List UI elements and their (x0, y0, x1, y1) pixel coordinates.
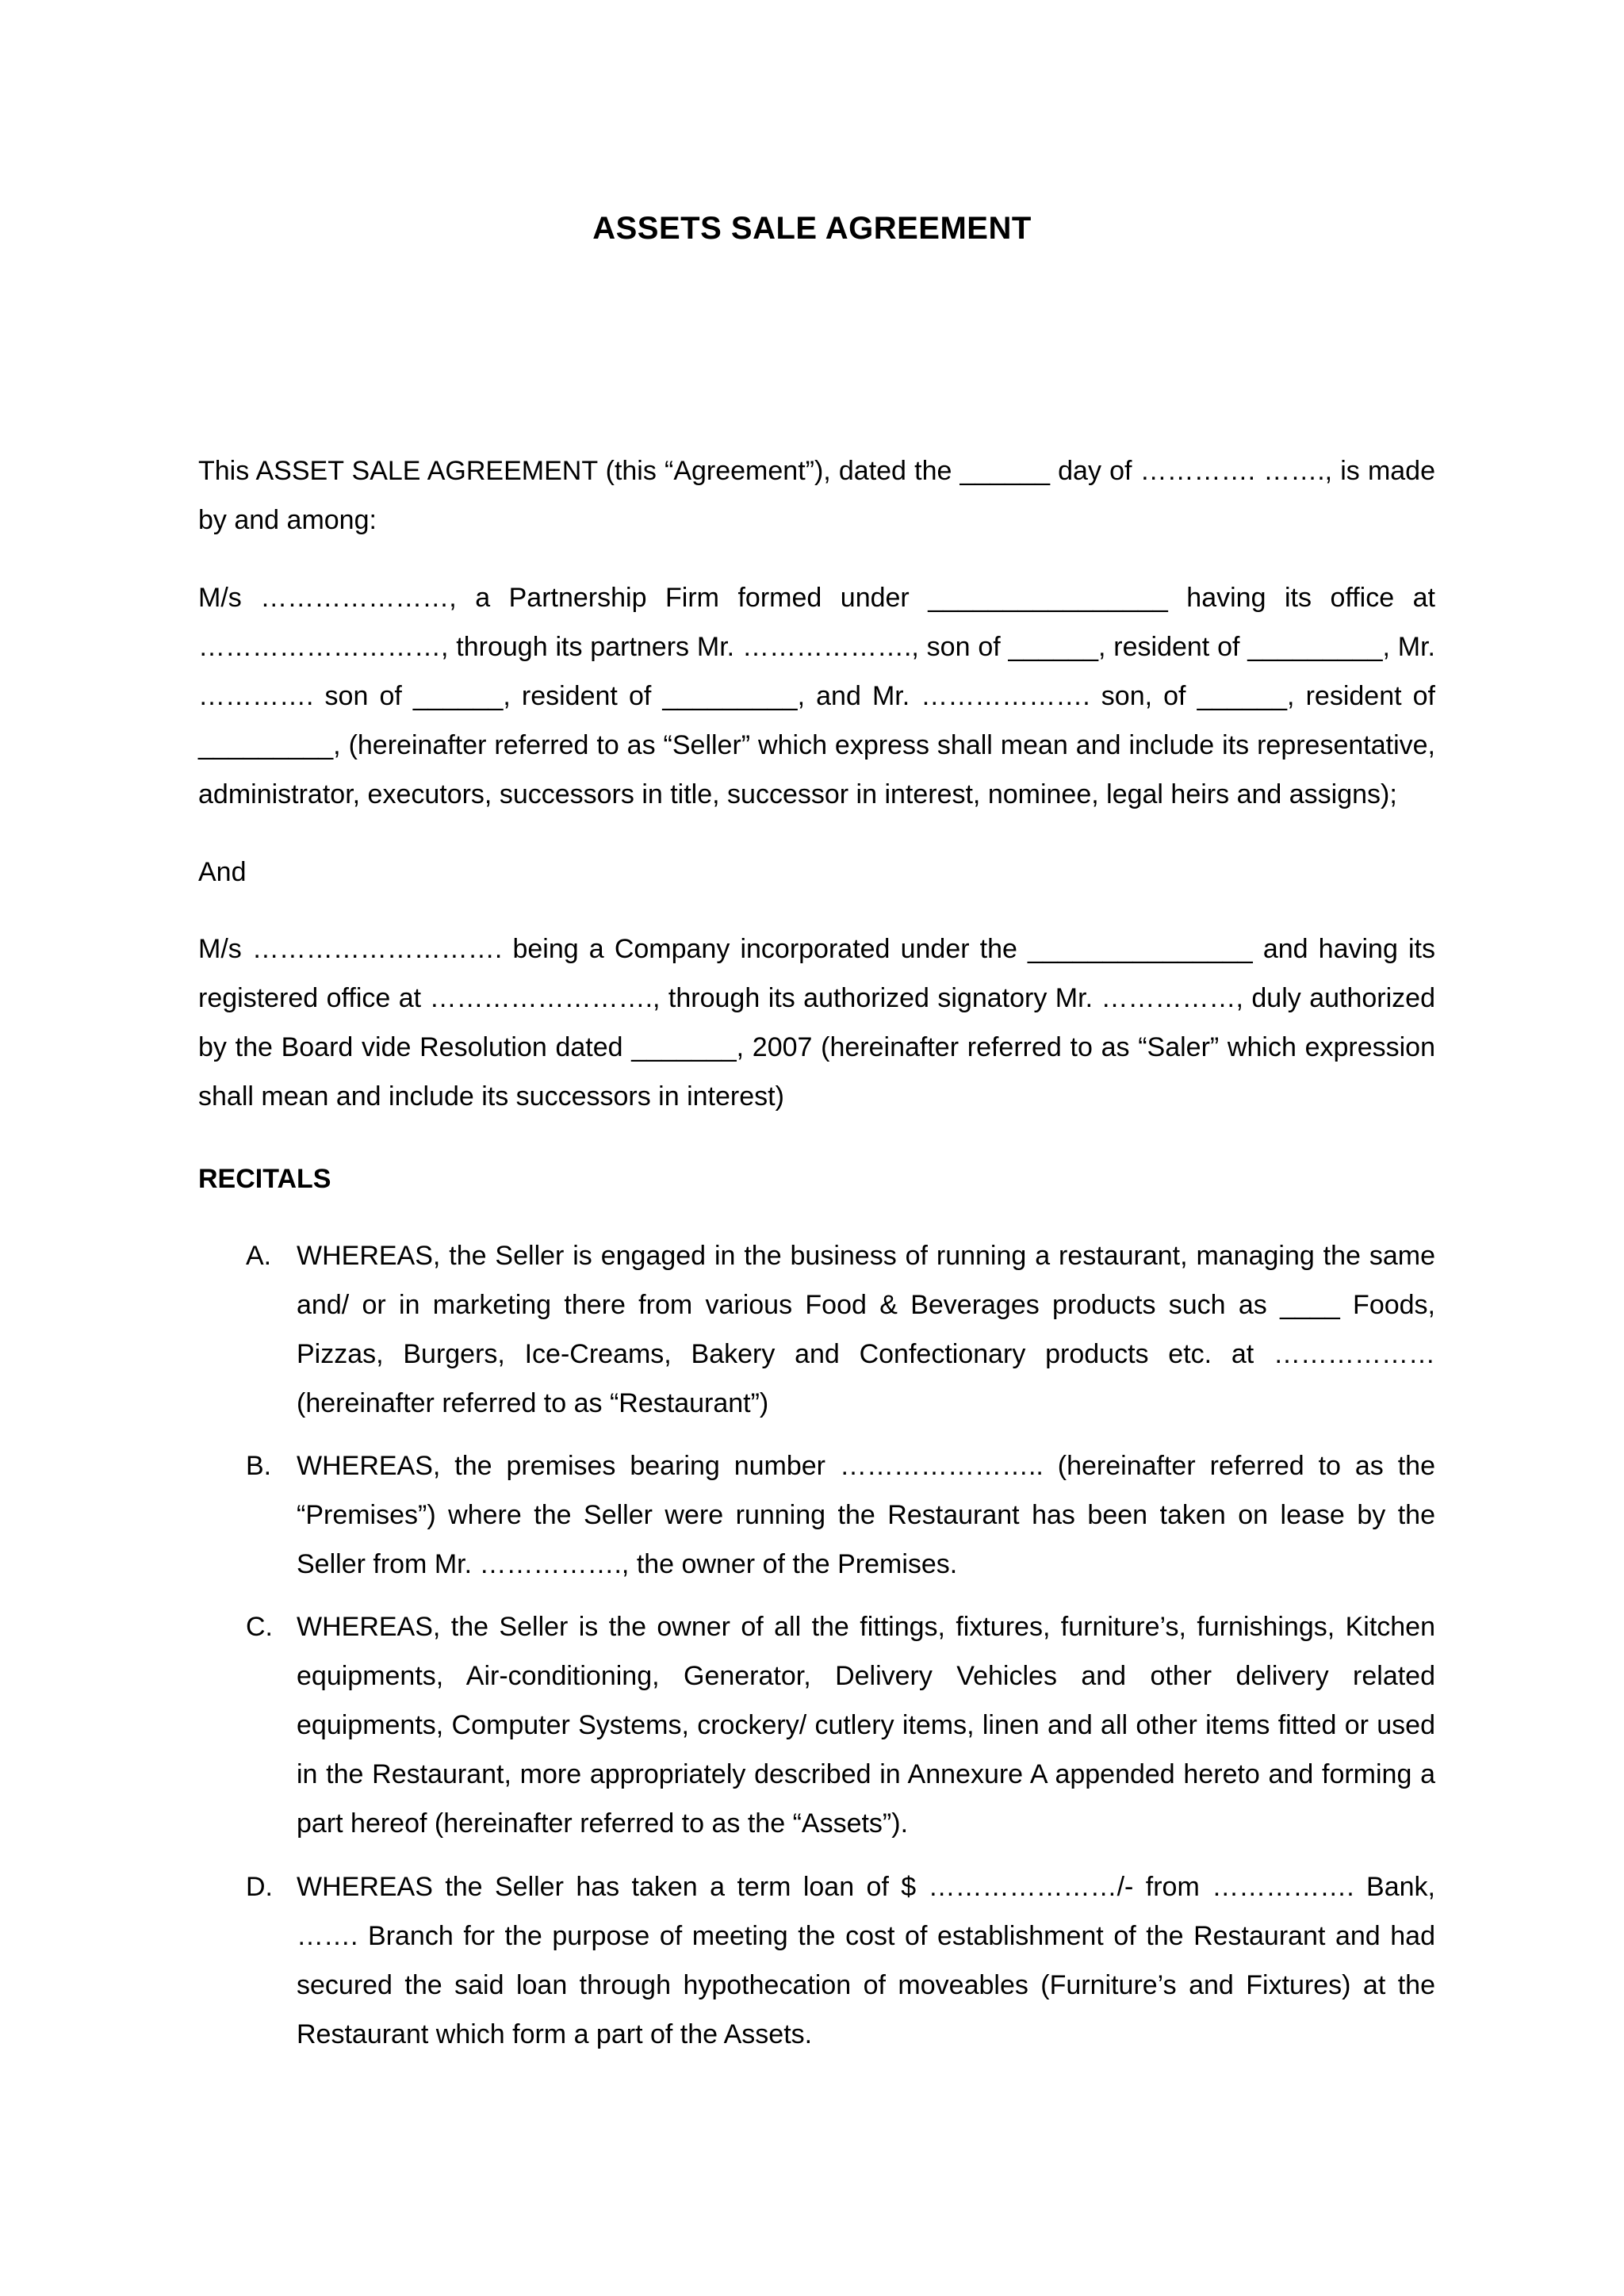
recital-text: WHEREAS, the premises bearing number ………………….. (hereinafter referred to as the “Premises”) where the Seller were running the Restaurant has been taken on lease by the Seller from Mr. ……………., the owner of the Premises. (297, 1451, 1435, 1579)
recital-letter: D. (246, 1872, 273, 1902)
document-title: ASSETS SALE AGREEMENT (592, 211, 1032, 246)
recital-text: WHEREAS the Seller has taken a term loan of $ …………………/- from ……………. Bank, ……. Branch for the purpose of meeting the cost of establishment of the Restaurant and had secured the said loan through hypothecation of moveables (Furniture’s and Fixtures) at the Restaurant which form a part of the Assets. (297, 1872, 1435, 2049)
and-separator: And (198, 857, 247, 887)
recital-c (246, 1602, 1435, 1848)
recital-letter: A. (246, 1241, 272, 1271)
recital-b (246, 1441, 1435, 1589)
seller-party-paragraph: M/s …………………, a Partnership Firm formed under ________________ having its office at ………………………, through its partners Mr. ………………., son of ______, resident of _________, Mr. …………. son of ______, resident of _________, and Mr. ………………. son, of ______, resident of _________, (hereinafter referred to as “Seller” which express shall mean and include its representative, administrator, executors, successors in title, successor in interest, nominee, legal heirs and assigns); (198, 583, 1435, 809)
recitals-heading: RECITALS (198, 1164, 331, 1194)
recital-text: WHEREAS, the Seller is the owner of all the fittings, fixtures, furniture’s, furnishings, Kitchen equipments, Air-conditioning, Generator, Delivery Vehicles and other delivery related equipments, Computer Systems, crockery/ cutlery items, linen and all other items fitted or used in the Restaurant, more appropriately described in Annexure A appended hereto and forming a part hereof (hereinafter referred to as the “Assets”). (297, 1612, 1435, 1839)
recital-letter: B. (246, 1451, 272, 1481)
recital-text: WHEREAS, the Seller is engaged in the business of running a restaurant, managing the same and/ or in marketing there from various Food & Beverages products such as ____ Foods, Pizzas, Burgers, Ice-Creams, Bakery and Confectionary products etc. at ……………… (hereinafter referred to as “Restaurant”) (297, 1241, 1435, 1418)
recital-letter: C. (246, 1612, 273, 1642)
buyer-party-paragraph: M/s ………………………. being a Company incorporated under the _______________ and having its registered office at ……………………., through its authorized signatory Mr. ……………, duly authorized by the Board vide Resolution dated _______, 2007 (hereinafter referred to as “Saler” which expression shall mean and include its successors in interest) (198, 934, 1435, 1112)
intro-paragraph: This ASSET SALE AGREEMENT (this “Agreement”), dated the ______ day of …………. ……., is made by and among: (198, 456, 1435, 535)
recital-d (246, 1862, 1435, 2059)
recital-a (246, 1231, 1435, 1428)
